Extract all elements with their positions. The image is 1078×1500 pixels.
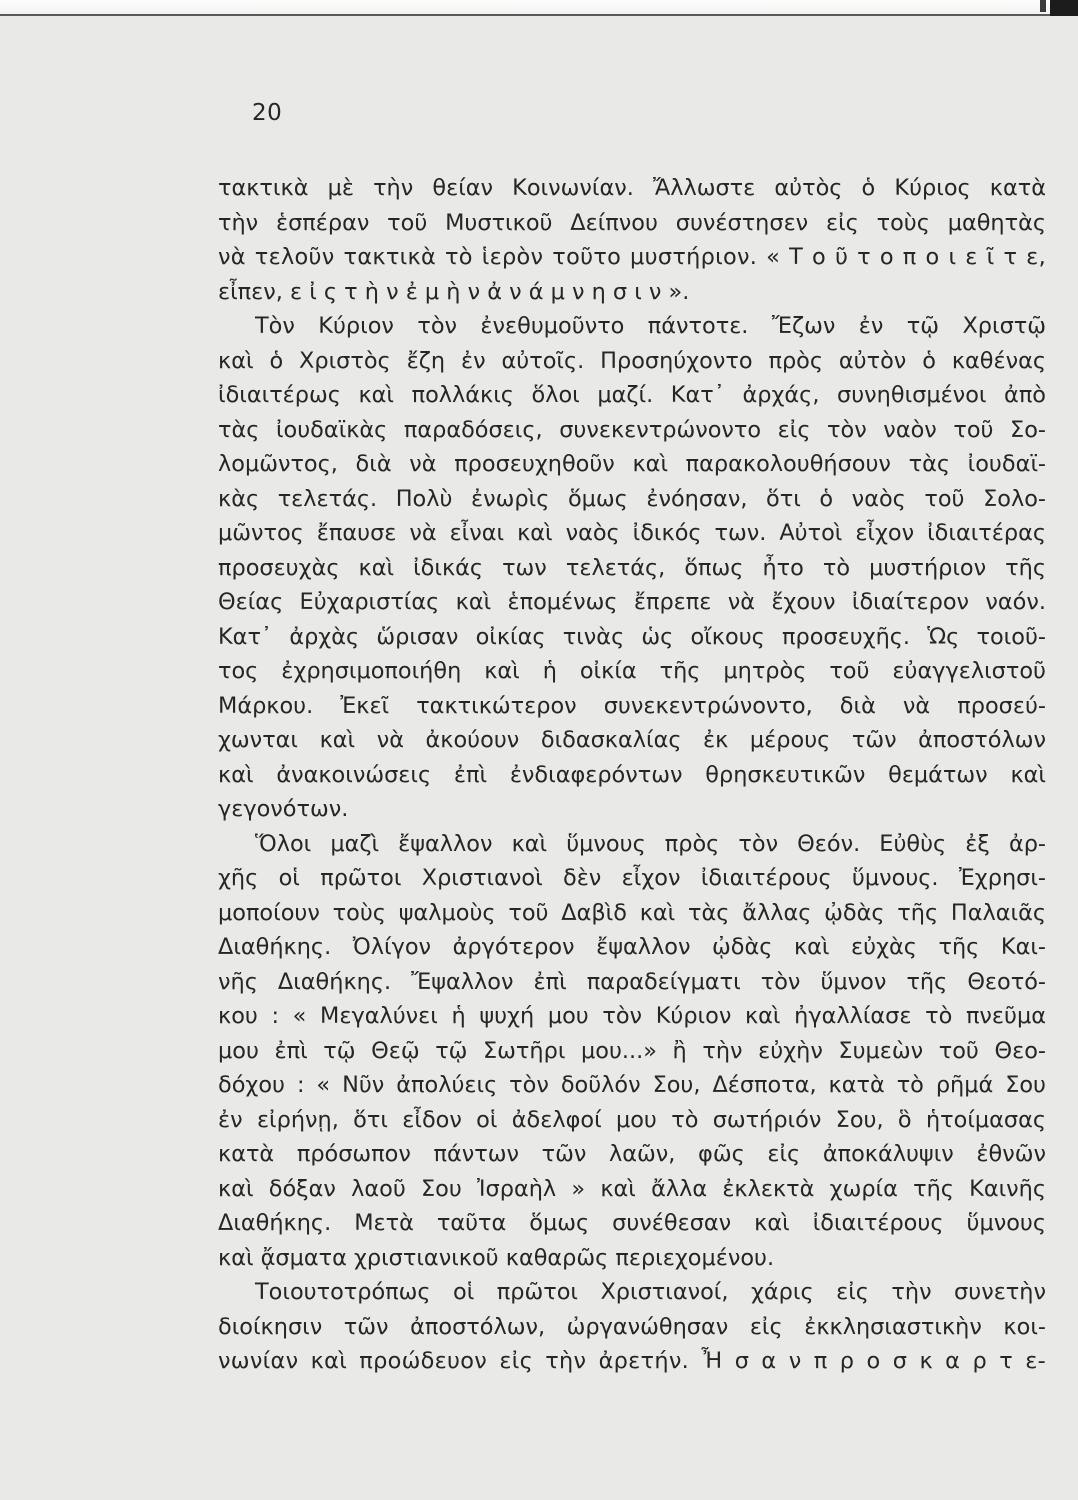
text-line: τὰς ἰουδαϊκὰς παραδόσεις, συνεκεντρώνοντο εἰς τὸν ναὸν τοῦ Σο- [218,416,1046,443]
text-line: γεγονότων. [218,796,349,822]
text-line: καὶ ἀνακοινώσεις ἐπὶ ἐνδιαφερόντων θρησκευτικῶν θεμάτων καὶ [218,761,1046,788]
text-line: τὴν ἑσπέραν τοῦ Μυστικοῦ Δείπνου συνέστησεν εἰς τοὺς μαθητὰς [218,209,1046,236]
text-line: κου : « Μεγαλύνει ἡ ψυχή μου τὸν Κύριον καὶ ἠγαλλίασε τὸ πνεῦμα [218,1003,1046,1029]
text-line: λομῶντος, διὰ νὰ προσευχηθοῦν καὶ παρακολουθήσουν τὰς ἰουδαϊ- [218,451,1046,477]
text-line: μου ἐπὶ τῷ Θεῷ τῷ Σωτῆρι μου...» ἢ τὴν εὐχὴν Συμεὼν τοῦ Θεο- [218,1037,1046,1064]
text-line: μῶντος ἔπαυσε νὰ εἶναι καὶ ναὸς ἰδικός των. Αὐτοὶ εἶχον ἰδιαιτέρας [218,520,1046,546]
text-line: νῆς Διαθήκης. Ἔψαλλον ἐπὶ παραδείγματι τὸν ὕμνον τῆς Θεοτό- [218,968,1046,995]
text-line: εἶπεν, ε ἰ ς τ ὴ ν ἐ μ ὴ ν ἀ ν ά μ ν η σ ι ν ». [218,278,690,305]
text-line: καὶ δόξαν λαοῦ Σου Ἰσραὴλ » καὶ ἄλλα ἐκλεκτὰ χωρία τῆς Καινῆς [218,1175,1046,1202]
text-line: καὶ ᾄσματα χριστιανικοῦ καθαρῶς περιεχομένου. [218,1244,775,1271]
paragraph-start-line: Ὅλοι μαζὶ ἔψαλλον καὶ ὕμνους πρὸς τὸν Θεόν. Εὐθὺς ἐξ ἀρ- [255,830,1046,857]
page-top-edge [0,0,1078,16]
text-line: τακτικὰ μὲ τὴν θείαν Κοινωνίαν. Ἄλλωστε αὐτὸς ὁ Κύριος κατὰ [218,175,1046,201]
text-line: Κατ᾿ ἀρχὰς ὥρισαν οἰκίας τινὰς ὡς οἴκους προσευχῆς. Ὡς τοιοῦ- [218,623,1046,650]
page-number: 20 [252,100,283,126]
paragraph-start-line: Τὸν Κύριον τὸν ἐνεθυμοῦντο πάντοτε. Ἔζων ἐν τῷ Χριστῷ [255,313,1046,339]
text-line: νωνίαν καὶ προώδευον εἰς τὴν ἀρετήν. Ἦ σ α ν π ρ ο σ κ α ρ τ ε- [218,1348,1046,1374]
text-line: Θείας Εὐχαριστίας καὶ ἑπομένως ἔπρεπε νὰ ἔχουν ἰδιαίτερον ναόν. [218,589,1046,615]
text-line: διοίκησιν τῶν ἀποστόλων, ὠργανώθησαν εἰς ἐκκλησιαστικὴν κοι- [218,1313,1046,1340]
text-line: κὰς τελετάς. Πολὺ ἐνωρὶς ὅμως ἐνόησαν, ὅτι ὁ ναὸς τοῦ Σολο- [218,485,1046,512]
text-line: ἐν εἰρήνῃ, ὅτι εἶδον οἱ ἀδελφοί μου τὸ σωτήριόν Σου, ὃ ἡτοίμασας [218,1106,1046,1133]
text-line: χῆς οἱ πρῶτοι Χριστιανοὶ δὲν εἶχον ἰδιαιτέρους ὕμνους. Ἐχρησι- [218,865,1046,891]
text-line: Διαθήκης. Μετὰ ταῦτα ὅμως συνέθεσαν καὶ ἰδιαιτέρους ὕμνους [218,1210,1046,1236]
text-line: χωνται καὶ νὰ ἀκούουν διδασκαλίας ἐκ μέρους τῶν ἀποστόλων [218,727,1046,753]
text-line: νὰ τελοῦν τακτικὰ τὸ ἱερὸν τοῦτο μυστήριον. « Τ ο ῦ τ ο π ο ι ε ῖ τ ε, [218,244,1046,270]
text-line: καὶ ὁ Χριστὸς ἔζη ἐν αὐτοῖς. Προσηύχοντο πρὸς αὐτὸν ὁ καθένας [218,347,1046,374]
text-line: Μάρκου. Ἐκεῖ τακτικώτερον συνεκεντρώνοντο, διὰ νὰ προσεύ- [218,692,1046,719]
text-line: τος ἐχρησιμοποιήθη καὶ ἡ οἰκία τῆς μητρὸς τοῦ εὐαγγελιστοῦ [218,658,1046,684]
text-line: κατὰ πρόσωπον πάντων τῶν λαῶν, φῶς εἰς ἀποκάλυψιν ἐθνῶν [218,1141,1046,1167]
text-line: μοποίουν τοὺς ψαλμοὺς τοῦ Δαβὶδ καὶ τὰς ἄλλας ᾠδὰς τῆς Παλαιᾶς [218,899,1046,926]
text-line: δόχου : « Νῦν ἀπολύεις τὸν δοῦλόν Σου, Δέσποτα, κατὰ τὸ ρῆμά Σου [218,1072,1046,1098]
text-line: προσευχὰς καὶ ἰδικάς των τελετάς, ὅπως ἦτο τὸ μυστήριον τῆς [218,554,1046,581]
scan-corner-mark [1050,0,1078,16]
body-text [218,171,1046,1379]
paragraph-start-line: Τοιουτοτρόπως οἱ πρῶτοι Χριστιανοί, χάρις εἰς τὴν συνετὴν [255,1279,1046,1305]
text-line: ἰδιαιτέρως καὶ πολλάκις ὅλοι μαζί. Κατ᾿ ἀρχάς, συνηθισμένοι ἀπὸ [218,382,1046,408]
text-line: Διαθήκης. Ὀλίγον ἀργότερον ἔψαλλον ᾠδὰς καὶ εὐχὰς τῆς Και- [218,934,1046,960]
